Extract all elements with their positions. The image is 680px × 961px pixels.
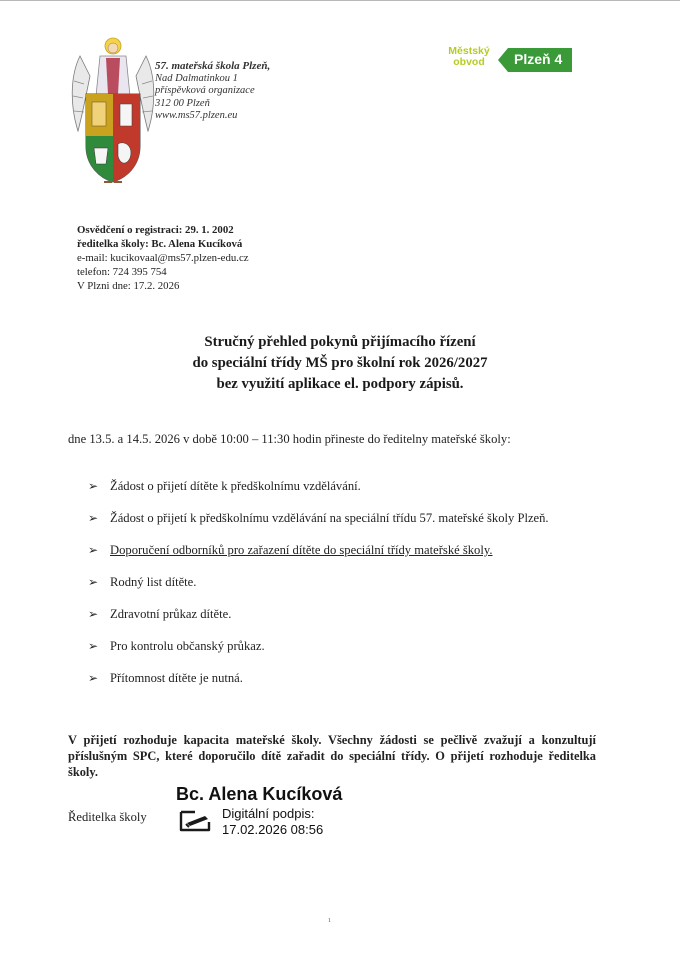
- logo-badge-text: Plzeň 4: [514, 51, 563, 67]
- title-line-3: bez využití aplikace el. podpory zápisů.: [216, 376, 464, 392]
- list-item-text: Žádost o přijetí k předškolnímu vzdělávání na speciální třídu 57. mateřské školy Plzeň.: [110, 511, 549, 525]
- title-line-2: do speciální třídy MŠ pro školní rok 2026/2027: [192, 355, 488, 371]
- document-title: [100, 332, 580, 395]
- digital-signature-datetime: 17.02.2026 08:56: [222, 822, 324, 837]
- list-item-text: Pro kontrolu občanský průkaz.: [110, 639, 265, 653]
- decision-paragraph: V přijetí rozhoduje kapacita mateřské školy. Všechny žádosti se pečlivě zvažují a konzultují příslušným SPC, které doporučilo dítě zařadit do speciální třídy. O přijetí rozhoduje ředitelka školy.: [68, 733, 596, 779]
- digital-signature-info: [222, 806, 323, 838]
- school-address-block: [155, 60, 270, 123]
- list-item-text: Žádost o přijetí dítěte k předškolnímu vzdělávání.: [110, 479, 361, 493]
- registration-info: Osvědčení o registraci: 29. 1. 2002: [77, 224, 234, 236]
- address-line-1: Nad Dalmatinkou 1: [155, 72, 238, 84]
- address-line-2: příspěvková organizace: [155, 85, 255, 96]
- list-item-text: Zdravotní průkaz dítěte.: [110, 607, 232, 621]
- director-info: ředitelka školy: Bc. Alena Kucíková: [77, 238, 243, 250]
- page-number: 1: [328, 918, 331, 924]
- arrow-bullet-icon: ➢: [88, 543, 99, 557]
- mestsky-obvod-plzen4-logo: [444, 46, 574, 76]
- school-website: www.ms57.plzen.eu: [155, 110, 238, 121]
- plzen-coat-of-arms-icon: [68, 36, 158, 186]
- intro-paragraph: dne 13.5. a 14.5. 2026 v době 10:00 – 11:30 hodin přineste do ředitelny mateřské školy:: [68, 432, 511, 446]
- phone-info: telefon: 724 395 754: [77, 266, 167, 278]
- logo-badge: [498, 48, 572, 72]
- signer-name: Bc. Alena Kucíková: [176, 784, 343, 804]
- arrow-bullet-icon: ➢: [88, 607, 99, 621]
- arrow-bullet-icon: ➢: [88, 671, 99, 685]
- email-info: e-mail: kucikovaal@ms57.plzen-edu.cz: [77, 252, 249, 264]
- digital-signature-pen-icon: [175, 808, 215, 834]
- school-name: 57. mateřská škola Plzeň,: [155, 60, 271, 72]
- logo-text: [444, 46, 494, 68]
- top-border-line: [0, 0, 680, 1]
- arrow-bullet-icon: ➢: [88, 479, 99, 493]
- date-info: V Plzni dne: 17.2. 2026: [77, 280, 180, 292]
- arrow-bullet-icon: ➢: [88, 511, 99, 525]
- digital-signature-label: Digitální podpis:: [222, 806, 315, 821]
- logo-line-1: Městský: [448, 45, 490, 57]
- arrow-bullet-icon: ➢: [88, 575, 99, 589]
- school-info-block: [77, 223, 249, 293]
- list-item-text: Rodný list dítěte.: [110, 575, 197, 589]
- arrow-bullet-icon: ➢: [88, 639, 99, 653]
- title-line-1: Stručný přehled pokynů přijímacího řízení: [204, 334, 476, 350]
- logo-line-2: obvod: [453, 56, 485, 68]
- signature-role: Ředitelka školy: [68, 810, 147, 824]
- list-item-text: Doporučení odborníků pro zařazení dítěte do speciální třídy mateřské školy.: [110, 543, 493, 557]
- address-line-3: 312 00 Plzeň: [155, 97, 210, 109]
- list-item-text: Přítomnost dítěte je nutná.: [110, 671, 243, 685]
